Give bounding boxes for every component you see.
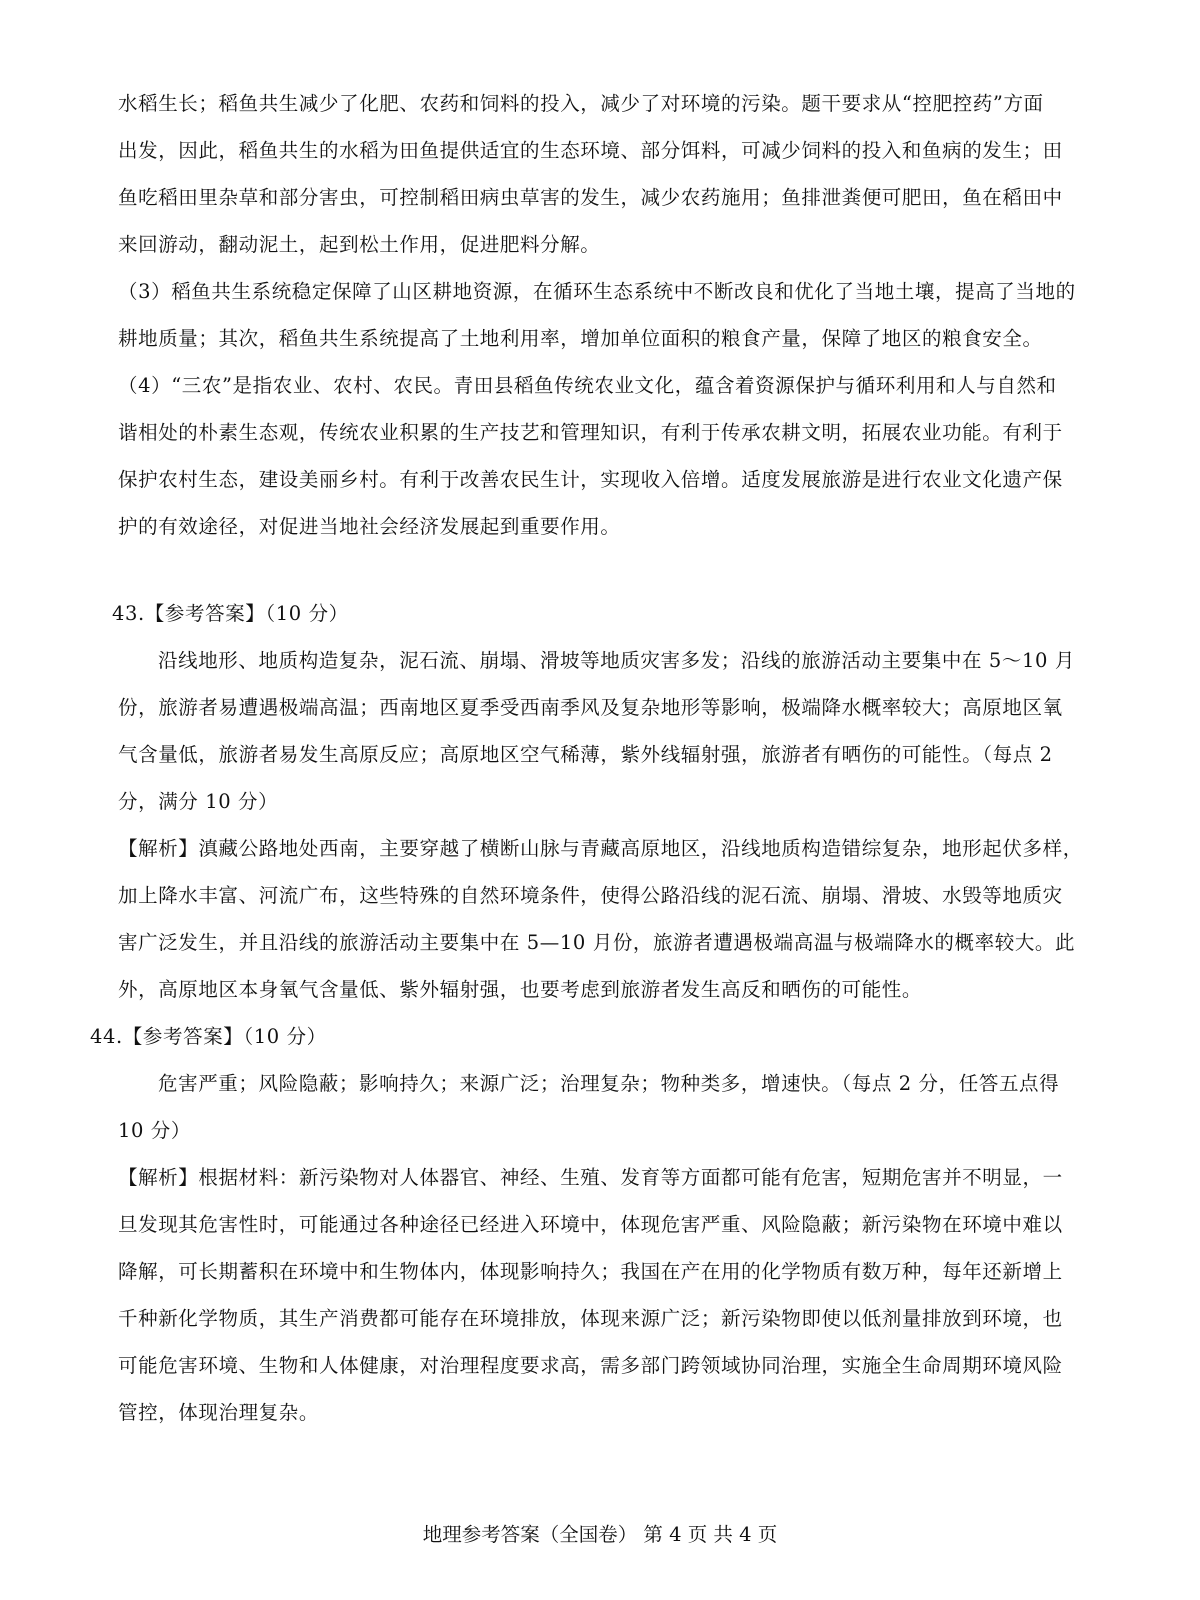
q42-part4-line-2: 谐相处的朴素生态观，传统农业积累的生产技艺和管理知识，有利于传承农耕文明，拓展农业功能。有利于 xyxy=(118,421,1063,444)
q44-answer-line-2: 10 分） xyxy=(118,1119,192,1142)
q43-analysis-line-2: 加上降水丰富、河流广布，这些特殊的自然环境条件，使得公路沿线的泥石流、崩塌、滑坡、水毁等地质灾 xyxy=(118,884,1063,907)
q44-answer-line-1: 危害严重；风险隐蔽；影响持久；来源广泛；治理复杂；物种类多，增速快。（每点 2 分，任答五点得 xyxy=(158,1072,1060,1095)
q43-heading: 43.【参考答案】（10 分） xyxy=(112,602,349,625)
q42-part2-line-1: 水稻生长；稻鱼共生减少了化肥、农药和饲料的投入，减少了对环境的污染。题干要求从“控肥控药”方面 xyxy=(118,92,1044,115)
q42-part4-line-3: 保护农村生态，建设美丽乡村。有利于改善农民生计，实现收入倍增。适度发展旅游是进行农业文化遗产保 xyxy=(118,468,1063,491)
q43-answer-line-3: 气含量低，旅游者易发生高原反应；高原地区空气稀薄，紫外线辐射强，旅游者有晒伤的可能性。（每点 2 xyxy=(118,743,1053,766)
q43-answer-line-2: 份，旅游者易遭遇极端高温；西南地区夏季受西南季风及复杂地形等影响，极端降水概率较大；高原地区氧 xyxy=(118,696,1063,719)
q44-analysis-line-5: 可能危害环境、生物和人体健康，对治理程度要求高，需多部门跨领域协同治理，实施全生命周期环境风险 xyxy=(118,1354,1063,1377)
q44-analysis-line-4: 千种新化学物质，其生产消费都可能存在环境排放，体现来源广泛；新污染物即使以低剂量排放到环境，也 xyxy=(118,1307,1063,1330)
page-footer: 地理参考答案（全国卷） 第 4 页 共 4 页 xyxy=(422,1523,778,1546)
q42-part2-line-2: 出发，因此，稻鱼共生的水稻为田鱼提供适宜的生态环境、部分饵料，可减少饲料的投入和鱼病的发生；田 xyxy=(118,139,1063,162)
q43-analysis-line-4: 外，高原地区本身氧气含量低、紫外辐射强，也要考虑到旅游者发生高反和晒伤的可能性。 xyxy=(118,978,923,1001)
q42-part2-line-4: 来回游动，翻动泥土，起到松土作用，促进肥料分解。 xyxy=(118,233,601,256)
q43-answer-line-4: 分，满分 10 分） xyxy=(118,790,279,813)
q44-analysis-line-1: 【解析】根据材料：新污染物对人体器官、神经、生殖、发育等方面都可能有危害，短期危害并不明显，一 xyxy=(118,1166,1063,1189)
q43-analysis-line-1: 【解析】滇藏公路地处西南，主要穿越了横断山脉与青藏高原地区，沿线地质构造错综复杂，地形起伏多样， xyxy=(118,837,1083,860)
q43-analysis-line-3: 害广泛发生，并且沿线的旅游活动主要集中在 5—10 月份，旅游者遭遇极端高温与极端降水的概率较大。此 xyxy=(118,931,1076,954)
q42-part3-line-1: （3）稻鱼共生系统稳定保障了山区耕地资源，在循环生态系统中不断改良和优化了当地土壤，提高了当地的 xyxy=(118,280,1076,303)
q42-part3-line-2: 耕地质量；其次，稻鱼共生系统提高了土地利用率，增加单位面积的粮食产量，保障了地区的粮食安全。 xyxy=(118,327,1043,350)
q44-heading: 44.【参考答案】（10 分） xyxy=(90,1025,327,1048)
q44-analysis-line-2: 旦发现其危害性时，可能通过各种途径已经进入环境中，体现危害严重、风险隐蔽；新污染物在环境中难以 xyxy=(118,1213,1063,1236)
q42-part4-line-1: （4）“三农”是指农业、农村、农民。青田县稻鱼传统农业文化，蕴含着资源保护与循环利用和人与自然和 xyxy=(118,374,1057,397)
q44-analysis-line-6: 管控，体现治理复杂。 xyxy=(118,1401,320,1424)
q43-answer-line-1: 沿线地形、地质构造复杂，泥石流、崩塌、滑坡等地质灾害多发；沿线的旅游活动主要集中在 5～10 月 xyxy=(158,649,1075,672)
q44-analysis-line-3: 降解，可长期蓄积在环境中和生物体内，体现影响持久；我国在产在用的化学物质有数万种，每年还新增上 xyxy=(118,1260,1063,1283)
q42-part2-line-3: 鱼吃稻田里杂草和部分害虫，可控制稻田病虫草害的发生，减少农药施用；鱼排泄粪便可肥田，鱼在稻田中 xyxy=(118,186,1063,209)
q42-part4-line-4: 护的有效途径，对促进当地社会经济发展起到重要作用。 xyxy=(118,515,621,538)
